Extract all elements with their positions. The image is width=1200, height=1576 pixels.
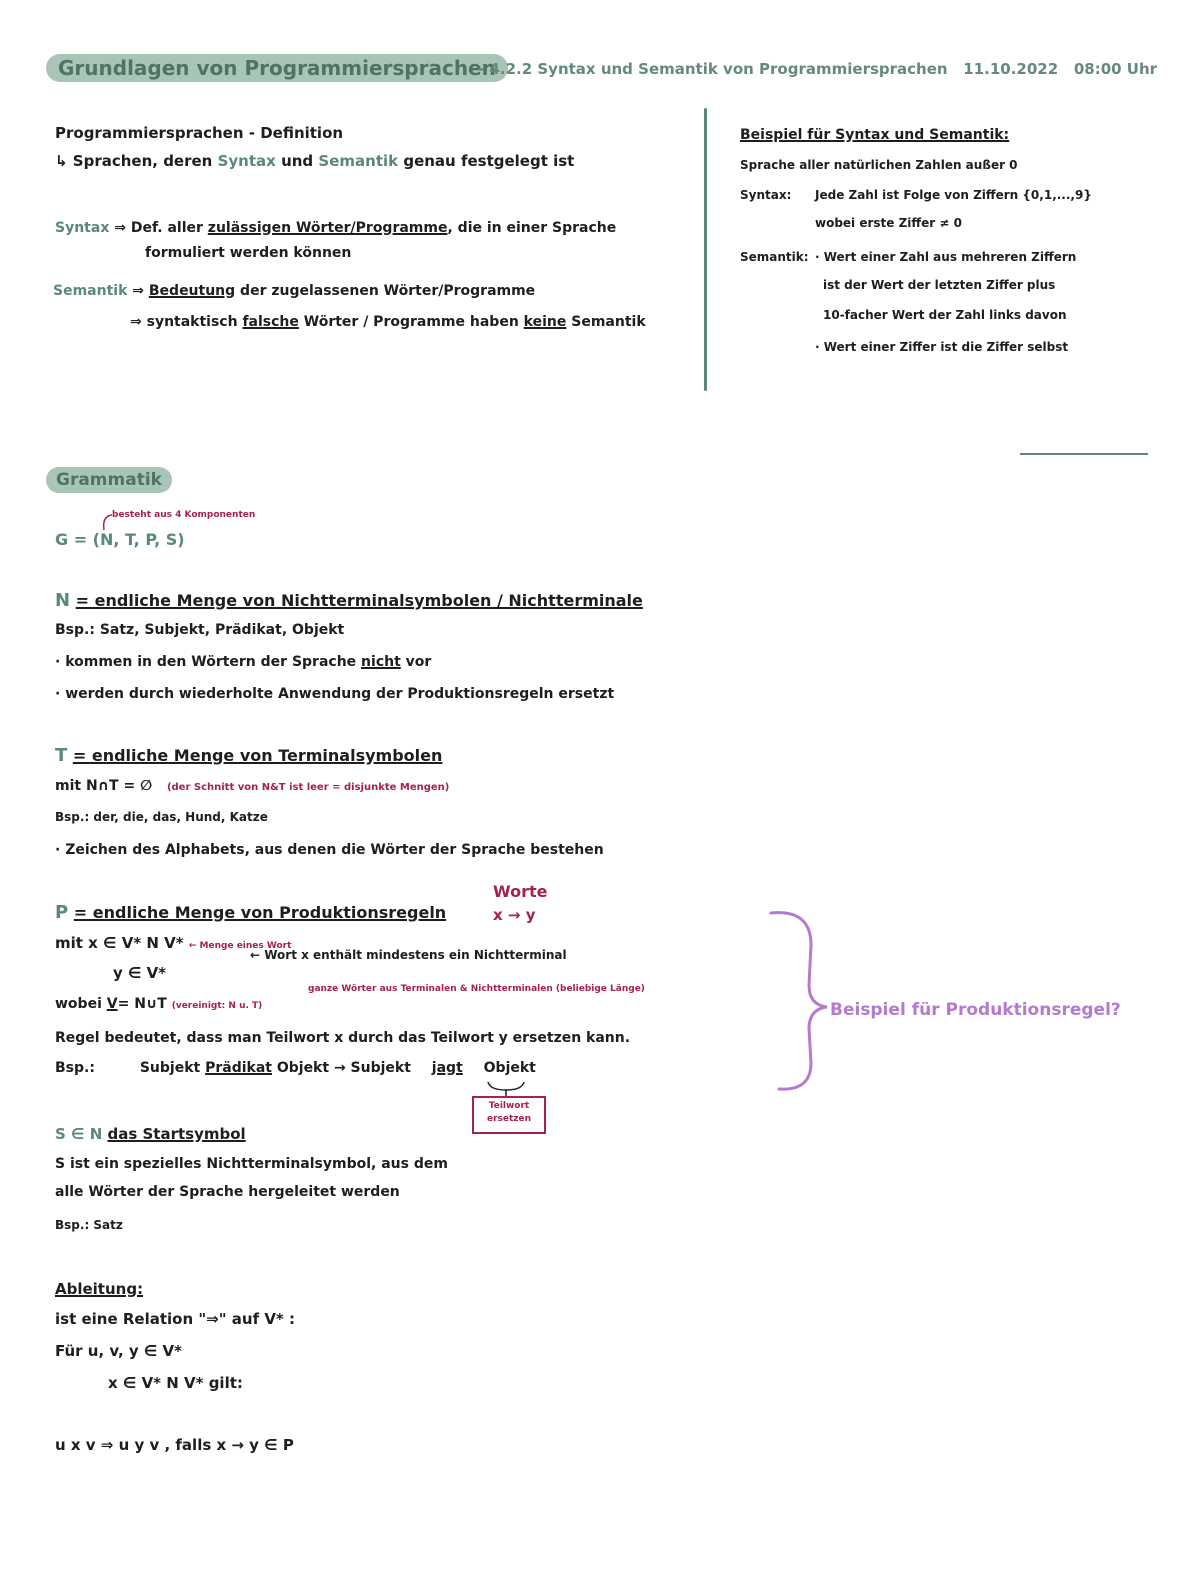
abl-line3: x ∈ V* N V* gilt: — [108, 1374, 243, 1392]
header-time: 08:00 Uhr — [1073, 60, 1158, 78]
p-xy: x → y — [493, 906, 536, 924]
curly-brace — [765, 905, 835, 1095]
sem2-e: Semantik — [571, 314, 646, 330]
p-def: = endliche Menge von Produktionsregeln — [73, 903, 447, 922]
def-semantik: Semantik — [318, 152, 399, 170]
components-note: besteht aus 4 Komponenten — [112, 510, 256, 520]
n-bsp: Bsp.: Satz, Subjekt, Prädikat, Objekt — [55, 622, 345, 638]
s-line2: alle Wörter der Sprache hergeleitet werden — [55, 1184, 400, 1200]
p-wobei-rest: = N∪T — [117, 996, 167, 1012]
p-wort-note: ← Wort x enthält mindestens ein Nichtterminal — [250, 948, 567, 962]
definition-line — [55, 152, 574, 170]
example-sem-1: · Wert einer Zahl aus mehreren Ziffern — [815, 250, 1077, 264]
p-bsp-label: Bsp.: — [55, 1060, 95, 1076]
syntax-line2: formuliert werden können — [145, 245, 352, 261]
semantik-rest: der zugelassenen Wörter/Programme — [240, 283, 536, 299]
p-bsp-d: jagt — [431, 1060, 463, 1076]
semantik-label: Semantik — [53, 283, 128, 299]
abl-line4: u x v ⇒ u y v , falls x → y ∈ P — [55, 1436, 294, 1454]
section-title: Grammatik — [46, 467, 172, 493]
p-wobei — [55, 996, 262, 1012]
brace-label: Beispiel für Produktionsregel? — [830, 1000, 1121, 1020]
n-bullet1 — [55, 654, 431, 670]
sem2-c: Wörter / Programme haben — [303, 314, 519, 330]
p-bsp-e: Objekt — [483, 1060, 536, 1076]
example-sem-4: · Wert einer Ziffer ist die Ziffer selbst — [815, 340, 1069, 354]
sem2-b: falsche — [242, 314, 299, 330]
def-und: und — [281, 152, 314, 170]
p-regel: Regel bedeutet, dass man Teilwort x durch das Teilwort y ersetzen kann. — [55, 1030, 631, 1046]
p-worte: Worte — [493, 882, 548, 901]
p-wobei-note: ganze Wörter aus Terminalen & Nichtterminalen (beliebige Länge) — [308, 984, 645, 994]
t-bullet1: · Zeichen des Alphabets, aus denen die Wörter der Sprache bestehen — [55, 842, 604, 858]
n-b1-b: nicht — [361, 654, 401, 670]
semantik-line — [53, 283, 535, 299]
divider-line — [1020, 453, 1148, 455]
column-divider — [704, 108, 707, 391]
example-sem-2: ist der Wert der letzten Ziffer plus — [823, 278, 1056, 292]
def-prefix: ↳ Sprachen, deren — [55, 152, 213, 170]
syntax-underlined: zulässigen Wörter/Programme — [207, 220, 448, 236]
example-sem-3: 10-facher Wert der Zahl links davon — [823, 308, 1067, 322]
example-syntax-text1: Jede Zahl ist Folge von Ziffern {0,1,...,9} — [815, 188, 1092, 202]
semantik-underlined: Bedeutung — [148, 283, 236, 299]
s-line1: S ist ein spezielles Nichtterminalsymbol, aus dem — [55, 1156, 448, 1172]
t-mit-note: (der Schnitt von N&T ist leer = disjunkte Mengen) — [166, 782, 450, 793]
p-vereinigt: (vereinigt: N u. T) — [171, 1001, 263, 1011]
p-bsp-a: Subjekt — [139, 1060, 201, 1076]
p-mit-note: ← Menge eines Wort — [188, 941, 292, 951]
s-def: das Startsymbol — [107, 1125, 246, 1143]
n-definition — [55, 590, 643, 611]
p-bsp-b: Prädikat — [205, 1060, 272, 1076]
page-title: Grundlagen von Programmiersprachen — [46, 54, 508, 82]
p-definition — [55, 902, 446, 923]
example-heading: Beispiel für Syntax und Semantik: — [740, 127, 1010, 143]
def-syntax: Syntax — [217, 152, 276, 170]
t-def: = endliche Menge von Terminalsymbolen — [72, 746, 443, 765]
syntax-rest: , die in einer Sprache — [447, 220, 617, 236]
abl-line2: Für u, v, y ∈ V* — [55, 1342, 182, 1360]
semantik-line2 — [130, 314, 646, 330]
p-bsp-c: Objekt → Subjekt — [276, 1060, 411, 1076]
header-subtitle — [478, 60, 1157, 78]
sem2-d: keine — [523, 314, 567, 330]
definition-heading: Programmiersprachen - Definition — [55, 124, 344, 142]
s-bsp: Bsp.: Satz — [55, 1218, 123, 1232]
n-bullet2: · werden durch wiederholte Anwendung der Produktionsregeln ersetzt — [55, 686, 615, 702]
sem2-a: ⇒ syntaktisch — [130, 314, 238, 330]
p-bsp — [55, 1060, 536, 1076]
p-symbol: P — [55, 902, 69, 923]
t-bsp: Bsp.: der, die, das, Hund, Katze — [55, 810, 268, 824]
semantik-arrow: ⇒ — [132, 283, 144, 299]
example-semantik-label: Semantik: — [740, 250, 809, 264]
p-wobei-label: wobei — [55, 996, 102, 1012]
n-symbol: N — [55, 590, 71, 611]
t-symbol: T — [55, 745, 68, 766]
s-definition — [55, 1125, 246, 1143]
n-b1-c: vor — [405, 654, 432, 670]
p-mit-text: mit x ∈ V* N V* — [55, 934, 184, 952]
t-mit-text: mit N∩T = ∅ — [55, 778, 153, 794]
syntax-label: Syntax — [55, 220, 110, 236]
t-definition — [55, 745, 442, 766]
t-mit — [55, 778, 449, 794]
s-symbol: S ∈ N — [55, 1125, 103, 1143]
syntax-arrow: ⇒ Def. aller — [114, 220, 203, 236]
example-line1: Sprache aller natürlichen Zahlen außer 0 — [740, 158, 1018, 172]
subtitle-text: - 4.2.2 Syntax und Semantik von Programmiersprachen — [478, 60, 948, 78]
example-syntax-text2: wobei erste Ziffer ≠ 0 — [815, 216, 962, 230]
p-y: y ∈ V* — [113, 964, 167, 982]
def-suffix: genau festgelegt ist — [403, 152, 575, 170]
abl-line1: ist eine Relation "⇒" auf V* : — [55, 1310, 295, 1328]
n-def: = endliche Menge von Nichtterminalsymbolen / Nichtterminale — [75, 591, 643, 610]
p-v: V — [106, 996, 118, 1012]
abl-title: Ableitung: — [55, 1280, 144, 1298]
n-b1-a: · kommen in den Wörtern der Sprache — [55, 654, 357, 670]
replace-box: Teilwort ersetzen — [472, 1096, 546, 1134]
header-date: 11.10.2022 — [963, 60, 1059, 78]
syntax-line — [55, 220, 616, 236]
note-arrow — [98, 512, 114, 532]
example-syntax-label: Syntax: — [740, 188, 792, 202]
grammar-formula: G = (N, T, P, S) — [55, 530, 185, 549]
